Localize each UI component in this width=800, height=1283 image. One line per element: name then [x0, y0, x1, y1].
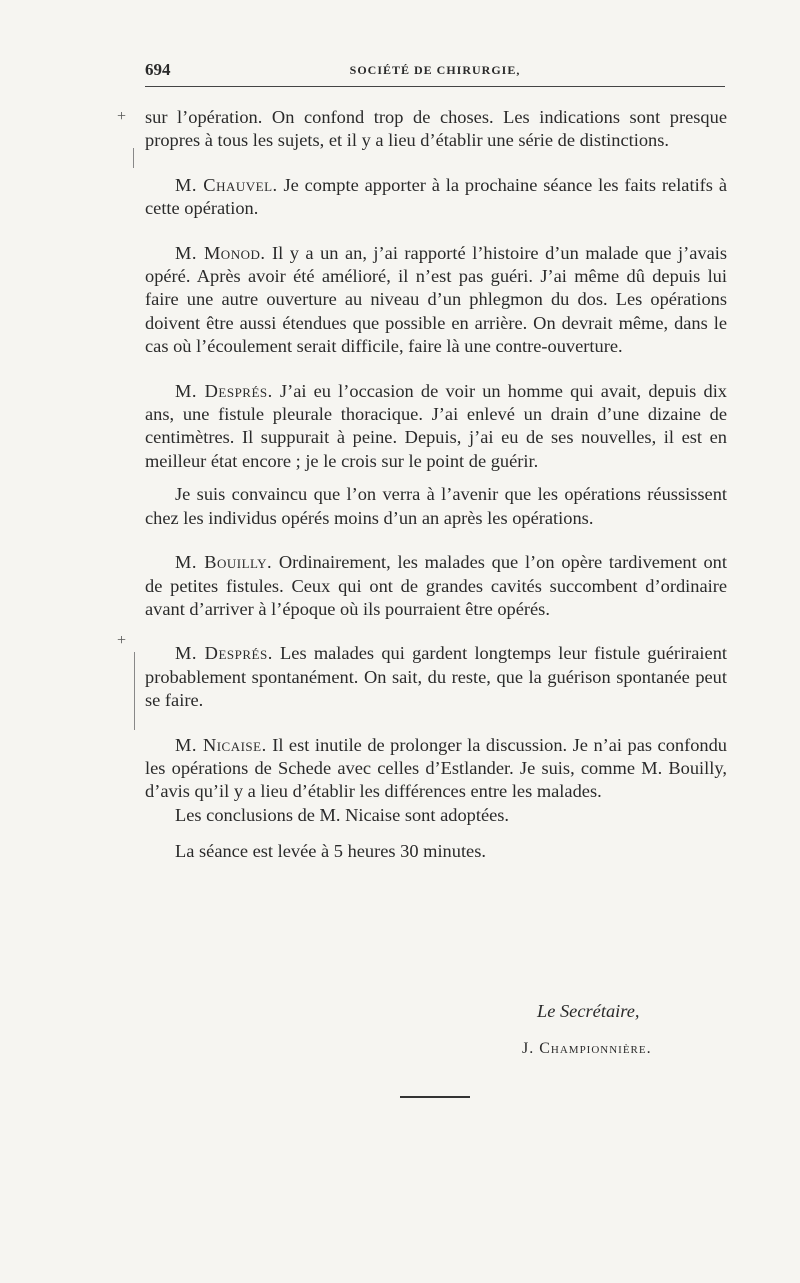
- end-rule: [400, 1096, 470, 1098]
- signature-name: J. Championnière.: [522, 1040, 652, 1057]
- speaker-name: M. Chauvel.: [175, 174, 278, 195]
- speaker-name: M. Monod.: [175, 242, 266, 263]
- speaker-name: M. Bouilly.: [175, 552, 273, 573]
- paragraph-text: J’ai eu l’occasion de voir un homme qui avait, depuis dix ans, une fistule pleurale thoracique. J’ai enlevé un drain d’une dizaine de centimètres. Il suppurait à peine. Depuis, j’ai eu de ses nouvelles, il est en meilleur état encore ; je le crois sur le point de guérir.: [145, 380, 727, 471]
- paragraph-nicaise: [145, 734, 727, 804]
- page-number: 694: [145, 60, 171, 79]
- margin-line-mark: [133, 148, 134, 168]
- paragraph-closing: La séance est levée à 5 heures 30 minutes.: [175, 841, 486, 862]
- body-text: [145, 106, 727, 864]
- paragraph-despres-1: [145, 380, 727, 474]
- speaker-name: M. Després.: [175, 380, 273, 401]
- speaker-name: M. Després.: [175, 643, 273, 664]
- paragraph-text: Les malades qui gardent longtemps leur fistule guériraient probablement spontanément. On sait, du reste, que la guérison spontanée peut se faire.: [145, 643, 727, 711]
- paragraph-despres-2: Je suis convaincu que l’on verra à l’avenir que les opérations réussissent chez les individus opérés moins d’un an après les opérations.: [145, 484, 727, 528]
- paragraph-chauvel: [145, 174, 727, 221]
- margin-cross-mark: +: [117, 632, 127, 649]
- margin-plus-mark: +: [117, 108, 127, 125]
- running-title: SOCIÉTÉ DE CHIRURGIE,: [349, 63, 521, 77]
- paragraph-text: Ordinairement, les malades que l’on opère tardivement ont de petites fistules. Ceux qui ont de grandes cavités succombent d’ordinaire avant d’arriver à l’époque où ils pourraient être opérés.: [145, 552, 727, 619]
- paragraph-text: Je compte apporter à la prochaine séance les faits relatifs à cette opération.: [145, 174, 727, 219]
- paragraph-despres-3: [145, 642, 727, 712]
- paragraph-text: Il est inutile de prolonger la discussion. Je n’ai pas confondu les opérations de Schede avec celles d’Estlander. Je suis, comme M. Bouilly, d’avis qu’il y a lieu d’établir les différences entre les malades.: [145, 734, 727, 802]
- page-header: [145, 58, 725, 87]
- speaker-name: M. Nicaise.: [175, 734, 267, 755]
- paragraph-bouilly: [145, 551, 727, 621]
- paragraph-continuation: sur l’opération. On confond trop de choses. Les indications sont presque propres à tous les sujets, et il y a lieu d’établir une série de distinctions.: [145, 107, 727, 151]
- signature-role: Le Secrétaire,: [537, 1001, 640, 1021]
- paragraph-monod: [145, 242, 727, 359]
- margin-line-mark: [134, 652, 135, 730]
- paragraph-text: Il y a un an, j’ai rapporté l’histoire d’un malade que j’avais opéré. Après avoir été amélioré, il n’est pas guéri. J’ai même dû depuis lui faire une autre ouverture au niveau d’un phlegmon du dos. Les opérations doivent être aussi étendues que possible en arrière. On devrait même, dans le cas où l’écoulement serait difficile, faire là une contre-ouverture.: [145, 242, 727, 357]
- paragraph-conclusions: Les conclusions de M. Nicaise sont adoptées.: [175, 804, 510, 825]
